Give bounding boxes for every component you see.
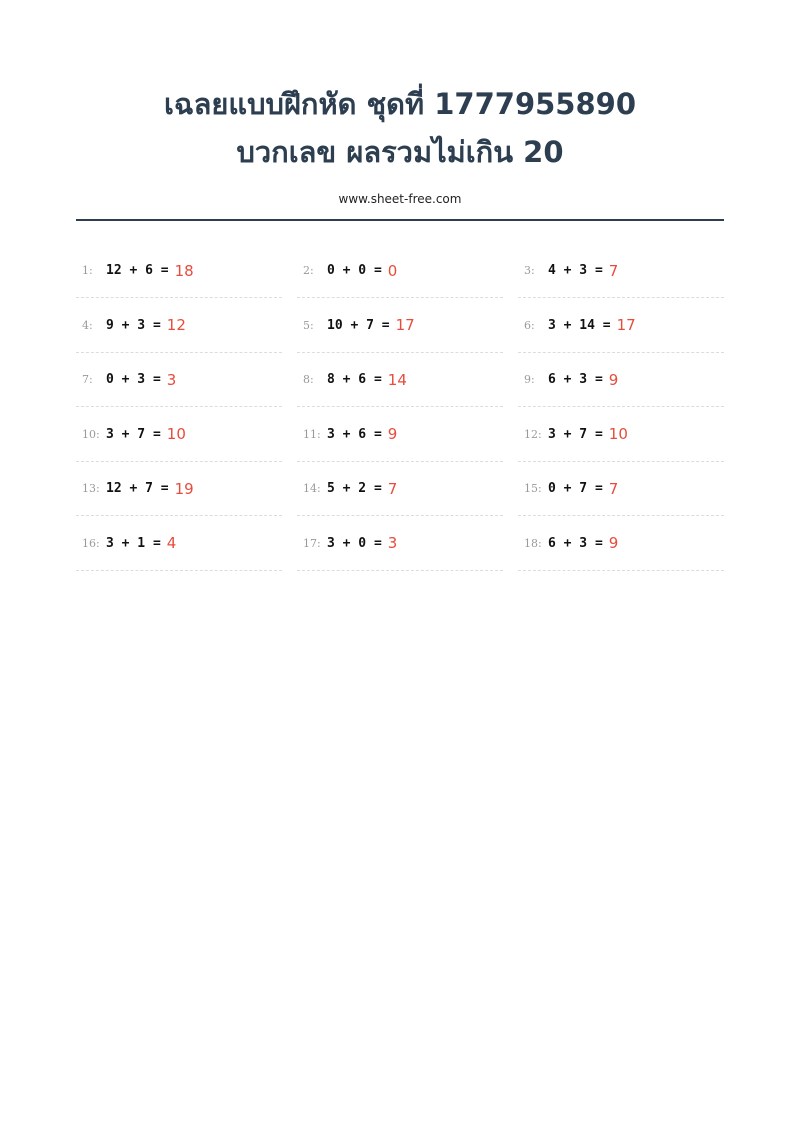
problem-item bbox=[518, 517, 724, 571]
problem-answer: 18 bbox=[174, 261, 194, 280]
problem-number: 5: bbox=[303, 318, 314, 332]
problem-number: 16: bbox=[82, 536, 100, 550]
problem-expression: 8 + 6 = bbox=[327, 372, 382, 388]
problem-expression: 12 + 6 = bbox=[106, 263, 169, 278]
problem-answer: 9 bbox=[387, 425, 398, 444]
problem-answer: 17 bbox=[395, 316, 415, 335]
problem-item bbox=[76, 517, 282, 571]
problem-expression: 5 + 2 = bbox=[327, 481, 382, 497]
problem-item bbox=[518, 244, 724, 298]
problem-answer: 7 bbox=[608, 479, 619, 498]
problem-item bbox=[76, 244, 282, 298]
problem-answer: 0 bbox=[387, 261, 398, 280]
problem-item bbox=[76, 462, 282, 516]
problem-answer: 12 bbox=[166, 316, 186, 335]
problem-answer: 9 bbox=[608, 534, 619, 553]
problem-item bbox=[297, 299, 503, 353]
problem-item bbox=[297, 353, 503, 407]
problem-number: 11: bbox=[303, 427, 321, 441]
problem-item bbox=[518, 408, 724, 462]
problem-item bbox=[518, 462, 724, 516]
problem-item bbox=[297, 517, 503, 571]
problem-item bbox=[76, 408, 282, 462]
problem-expression: 6 + 3 = bbox=[548, 535, 603, 551]
problem-expression: 3 + 0 = bbox=[327, 535, 382, 551]
problem-expression: 4 + 3 = bbox=[548, 263, 603, 278]
problem-item bbox=[76, 353, 282, 407]
problem-answer: 14 bbox=[387, 370, 407, 389]
problem-answer: 7 bbox=[608, 261, 619, 280]
problem-answer: 17 bbox=[616, 316, 636, 335]
problem-item bbox=[518, 353, 724, 407]
problem-item bbox=[518, 299, 724, 353]
problem-expression: 3 + 6 = bbox=[327, 426, 382, 442]
problem-answer: 3 bbox=[387, 534, 398, 553]
problem-number: 15: bbox=[524, 482, 542, 496]
problem-expression: 6 + 3 = bbox=[548, 372, 603, 388]
problem-expression: 10 + 7 = bbox=[327, 317, 390, 333]
worksheet-header bbox=[0, 80, 800, 206]
problem-number: 10: bbox=[82, 427, 100, 441]
problem-number: 8: bbox=[303, 373, 314, 387]
problem-number: 7: bbox=[82, 373, 93, 387]
problem-number: 14: bbox=[303, 482, 321, 496]
problem-expression: 9 + 3 = bbox=[106, 317, 161, 333]
problem-answer: 4 bbox=[166, 534, 177, 553]
problem-answer: 19 bbox=[174, 479, 194, 498]
problem-item bbox=[297, 462, 503, 516]
problem-answer: 10 bbox=[608, 425, 628, 444]
problem-answer: 9 bbox=[608, 370, 619, 389]
problem-expression: 0 + 3 = bbox=[106, 372, 161, 388]
problem-item bbox=[297, 408, 503, 462]
problem-item bbox=[76, 299, 282, 353]
problem-grid bbox=[76, 244, 724, 572]
problem-expression: 3 + 7 = bbox=[106, 426, 161, 442]
page-title: เฉลยแบบฝึกหัด ชุดที่ 1777955890 bbox=[163, 87, 637, 121]
problem-expression: 3 + 1 = bbox=[106, 535, 161, 551]
header-divider bbox=[76, 219, 724, 221]
problem-number: 4: bbox=[82, 318, 93, 332]
problem-number: 9: bbox=[524, 373, 535, 387]
problem-number: 1: bbox=[82, 264, 93, 277]
problem-number: 2: bbox=[303, 264, 314, 277]
problem-number: 18: bbox=[524, 536, 542, 550]
website-label: www.sheet-free.com bbox=[338, 192, 462, 206]
problem-number: 17: bbox=[303, 536, 321, 550]
problem-number: 13: bbox=[82, 482, 100, 496]
problem-number: 12: bbox=[524, 427, 542, 441]
problem-answer: 7 bbox=[387, 479, 398, 498]
problem-answer: 3 bbox=[166, 370, 177, 389]
problem-number: 6: bbox=[524, 318, 535, 332]
problem-expression: 3 + 14 = bbox=[548, 317, 611, 333]
problem-number: 3: bbox=[524, 264, 535, 277]
problem-expression: 3 + 7 = bbox=[548, 426, 603, 442]
problem-answer: 10 bbox=[166, 425, 186, 444]
problem-item bbox=[297, 244, 503, 298]
page-subtitle: บวกเลข ผลรวมไม่เกิน 20 bbox=[236, 135, 564, 169]
problem-expression: 0 + 0 = bbox=[327, 263, 382, 278]
problem-expression: 0 + 7 = bbox=[548, 481, 603, 497]
problem-expression: 12 + 7 = bbox=[106, 481, 169, 497]
